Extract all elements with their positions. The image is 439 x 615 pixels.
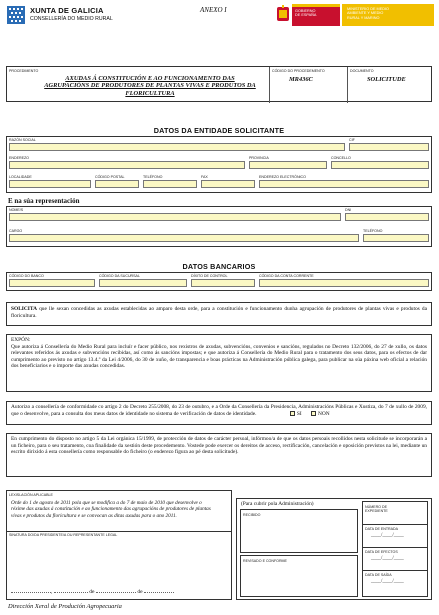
data-saida-value[interactable]: ____/____/____ xyxy=(371,579,404,584)
recibido-label: RECIBIDO xyxy=(243,513,261,517)
si-checkbox[interactable] xyxy=(290,411,295,416)
enderezo-label: ENDEREZO xyxy=(9,156,29,160)
non-label: NON xyxy=(318,410,330,417)
revisado-label: REVISADO E CONFORME xyxy=(243,559,287,563)
non-option[interactable] xyxy=(309,411,330,417)
representative-section-title: E na súa representación xyxy=(8,197,80,205)
si-label: SI xyxy=(296,410,302,417)
divider xyxy=(363,570,428,571)
data-entrada-label: DATA DE ENTRADA xyxy=(365,527,399,531)
request-text: que lle sexan concedidas as axudas establecidas ao amparo desta orde, para a constitución e funcionamento dunha agrupación de produtores de plantas vivas e produtos da floricultura. xyxy=(11,306,427,319)
numero-expediente-label: NÚMERO DE EXPEDIENTE xyxy=(365,505,388,513)
privacy-box xyxy=(6,433,432,477)
provincia-input[interactable] xyxy=(249,161,327,169)
fax-label: FAX xyxy=(201,175,208,179)
si-option[interactable] xyxy=(288,411,302,417)
data-entrada-value[interactable]: ____/____/____ xyxy=(371,533,404,538)
annex-label: ANEXO I xyxy=(200,6,227,14)
xunta-crest-icon xyxy=(6,5,26,25)
nome-input[interactable] xyxy=(9,213,341,221)
banco-label: CÓDIGO DO BANCO xyxy=(9,274,44,278)
date-de-label: de xyxy=(137,589,143,595)
document-label: DOCUMENTO xyxy=(350,69,374,73)
spain-coat-of-arms-icon xyxy=(276,5,290,23)
request-box xyxy=(6,302,432,326)
date-comma: , xyxy=(51,589,53,595)
enderezo-input[interactable] xyxy=(9,161,245,169)
divider xyxy=(7,531,232,532)
bank-section-title: DATOS BANCARIOS xyxy=(182,262,256,271)
gov-name: GOBIERNO DE ESPAÑA xyxy=(295,9,317,18)
authorization-box xyxy=(6,401,432,425)
signature-area[interactable] xyxy=(9,539,229,581)
razon-social-input[interactable] xyxy=(9,143,345,151)
procedure-box xyxy=(6,66,432,102)
recibido-box xyxy=(240,509,358,553)
representative-box xyxy=(6,207,432,247)
sucursal-label: CÓDIGO DA SUCURSAL xyxy=(99,274,140,278)
localidade-input[interactable] xyxy=(9,180,91,188)
dni-label: DNI xyxy=(345,208,352,212)
control-label: DÍXITO DE CONTROL xyxy=(191,274,228,278)
bank-box xyxy=(6,273,432,291)
admin-label: (Para cubrir pola Administración) xyxy=(241,501,314,507)
ministry-block xyxy=(342,4,434,26)
control-input[interactable] xyxy=(191,279,255,287)
date-line[interactable] xyxy=(11,589,229,595)
document-type: SOLICITUDE xyxy=(367,76,406,83)
divider xyxy=(269,67,270,103)
expon-text: Que autoriza á Consellería do Medio Rural para incluír e facer público, nos rexistros de axudas, subvencións, convenios e sancións, regulados no Decreto 132/2006, do 27 de xullo, os datos relevantes referidos ás axudas e subvencións recibidas, así como ás sancións impostas; e que autoriza á Consellería do Medio Rural para o tratamento dos seus datos, para os efectos de dar cumprimento ao previsto no artigo 13.4.º da Lei 4/2006, do 30 de xuño, de transparencia e boas prácticas na Administración pública galega, para publicar na súa páxina web oficial a relación dos beneficiarios e o importe das axudas concedidas. xyxy=(11,343,427,370)
date-de-label: de xyxy=(89,589,95,595)
applicant-box xyxy=(6,137,432,193)
conselleria-name: CONSELLERÍA DO MEDIO RURAL xyxy=(30,16,113,22)
divider xyxy=(347,67,348,103)
concello-input[interactable] xyxy=(331,161,429,169)
applicant-section-title: DATOS DA ENTIDADE SOLICITANTE xyxy=(153,126,285,135)
data-efectos-label: DATA DE EFECTOS xyxy=(365,550,398,554)
localidade-label: LOCALIDADE xyxy=(9,175,32,179)
cargo-label: CARGO xyxy=(9,229,23,233)
rep-telefono-label: TELÉFONO xyxy=(363,229,383,233)
email-label: ENDEREZO ELECTRÓNICO xyxy=(259,175,306,179)
cargo-input[interactable] xyxy=(9,234,359,242)
revisado-box xyxy=(240,555,358,597)
gov-block xyxy=(292,4,340,26)
signature-label: SINATURA DO/DA PRESIDENTE/A OU REPRESENTANTE LEGAL xyxy=(9,533,118,537)
footer-address: Dirección Xeral de Produción Agropecuaria xyxy=(8,603,122,610)
divider xyxy=(363,524,428,525)
procedure-code: MR436C xyxy=(289,76,313,83)
request-lead: SOLICITA xyxy=(11,306,37,312)
codigo-postal-label: CÓDIGO POSTAL xyxy=(95,175,125,179)
data-efectos-value[interactable]: ____/____/____ xyxy=(371,556,404,561)
conta-label: CÓDIGO DA CONTA CORRENTE xyxy=(259,274,314,278)
admin-box xyxy=(236,498,432,600)
registry-box xyxy=(362,501,428,597)
ministry-name: MINISTERIO DE MEDIO AMBIENTE Y MEDIO RURAL Y MARINO xyxy=(347,7,389,20)
razon-social-label: RAZÓN SOCIAL xyxy=(9,138,36,142)
dni-input[interactable] xyxy=(345,213,429,221)
privacy-text: En cumprimento do disposto no artigo 5 da Lei orgánica 15/1999, de protección de datos de carácter persoal, infórmoo/a de que os datos persoais recollidos nesta solicitude se incorporarán a un ficheiro, para o seu tratamento, coa finalidade da xestión deste procedemento. Vostede pode exercer os dereitos de acceso, rectificación, cancelación e oposición previstos na lei, mediante un escrito dirixido á esta consellería como responsable do ficheiro (o enderezo figura ao pé desta solicitude). xyxy=(11,436,427,456)
conta-input[interactable] xyxy=(259,279,429,287)
procedure-title: AXUDAS Á CONSTITUCIÓN E AO FUNCIONAMENTO DAS AGRUPACIÓNS DE PRODUTORES DE PLANTAS VIVAS E PRODUTOS DA FLORICULTURA xyxy=(44,75,256,97)
fax-input[interactable] xyxy=(201,180,255,188)
expon-title: EXPÓN: xyxy=(11,337,31,343)
legislation-text: Orde do 1 de agosto de 2011 pola que se modifica a do 7 de maio de 2010 que desenvolve o réxime das axudas á constitución e ao funcionamento das agrupacións de produtores de plantas vivas e produtos da floricultura e se convocan as ditas axudas para o ano 2011. xyxy=(11,500,211,519)
sucursal-input[interactable] xyxy=(99,279,187,287)
email-input[interactable] xyxy=(259,180,429,188)
rep-telefono-input[interactable] xyxy=(363,234,429,242)
cif-label: CIF xyxy=(349,138,355,142)
expon-box xyxy=(6,334,432,392)
xunta-logo xyxy=(6,5,116,27)
ministry-logo xyxy=(276,4,436,30)
procedure-label: PROCEDIMENTO xyxy=(9,69,39,73)
procedure-code-label: CÓDIGO DO PROCEDEMENTO xyxy=(272,69,325,73)
cif-input[interactable] xyxy=(349,143,429,151)
telefono-label: TELÉFONO xyxy=(143,175,163,179)
codigo-postal-input[interactable] xyxy=(95,180,139,188)
divider xyxy=(363,547,428,548)
concello-label: CONCELLO xyxy=(331,156,351,160)
xunta-name: XUNTA DE GALICIA xyxy=(30,6,104,15)
telefono-input[interactable] xyxy=(143,180,197,188)
banco-input[interactable] xyxy=(9,279,95,287)
nome-label: NOME/S xyxy=(9,208,24,212)
legislation-label: LEXISLACIÓN APLICABLE xyxy=(9,493,53,497)
provincia-label: PROVINCIA xyxy=(249,156,269,160)
authorization-text: Autorizo a consellería de conformidade co artigo 2 do Decreto 255/2008, do 23 de outubro, e a Orde da Consellería da Presidencia, Administracións Públicas e Xustiza, do 7 de xullo de 2009, que o desenvolve, para a consulta dos meus datos de identidade no sistema de verificación de datos de identidade. xyxy=(11,404,427,417)
non-checkbox[interactable] xyxy=(311,411,316,416)
legislation-box xyxy=(6,490,232,600)
data-saida-label: DATA DE SAÍDA xyxy=(365,573,392,577)
